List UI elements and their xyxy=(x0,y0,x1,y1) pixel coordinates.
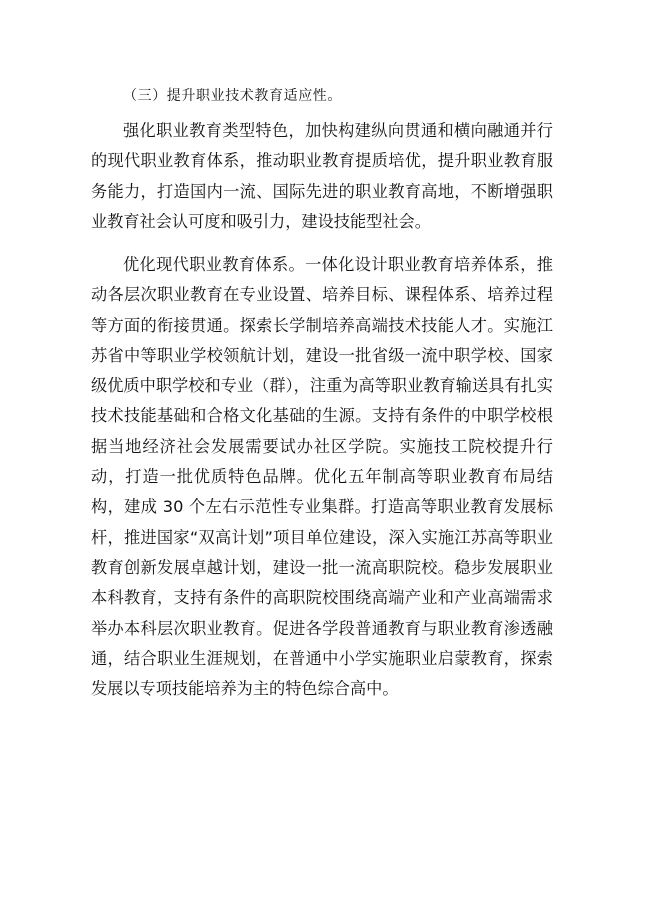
paragraph-vocational-education-type: 强化职业教育类型特色，加快构建纵向贯通和横向融通并行的现代职业教育体系，推动职业教育提质培优，提升职业教育服务能力，打造国内一流、国际先进的职业教育高地，不断增强职业教育社会认可度和吸引力，建设技能型社会。 xyxy=(91,121,553,231)
section-heading: （三）提升职业技术教育适应性。 xyxy=(123,88,342,104)
paragraph-modern-vocational-system: 优化现代职业教育体系。一体化设计职业教育培养体系，推动各层次职业教育在专业设置、培养目标、课程体系、培养过程等方面的衔接贯通。探索长学制培养高端技术技能人才。实施江苏省中等职业学校领航计划，建设一批省级一流中职学校、国家级优质中职学校和专业（群），注重为高等职业教育输送具有扎实技术技能基础和合格文化基础的生源。支持有条件的中职学校根据当地经济社会发展需要试办社区学院。实施技工院校提升行动，打造一批优质特色品牌。优化五年制高等职业教育布局结构，建成 30 个左右示范性专业集群。打造高等职业教育发展标杆，推进国家“双高计划”项目单位建设，深入实施江苏高等职业教育创新发展卓越计划，建设一批一流高职院校。稳步发展职业本科教育，支持有条件的高职院校围绕高端产业和产业高端需求举办本科层次职业教育。促进各学段普通教育与职业教育渗透融通，结合职业生涯规划，在普通中小学实施职业启蒙教育，探索发展以专项技能培养为主的特色综合高中。 xyxy=(91,255,553,699)
